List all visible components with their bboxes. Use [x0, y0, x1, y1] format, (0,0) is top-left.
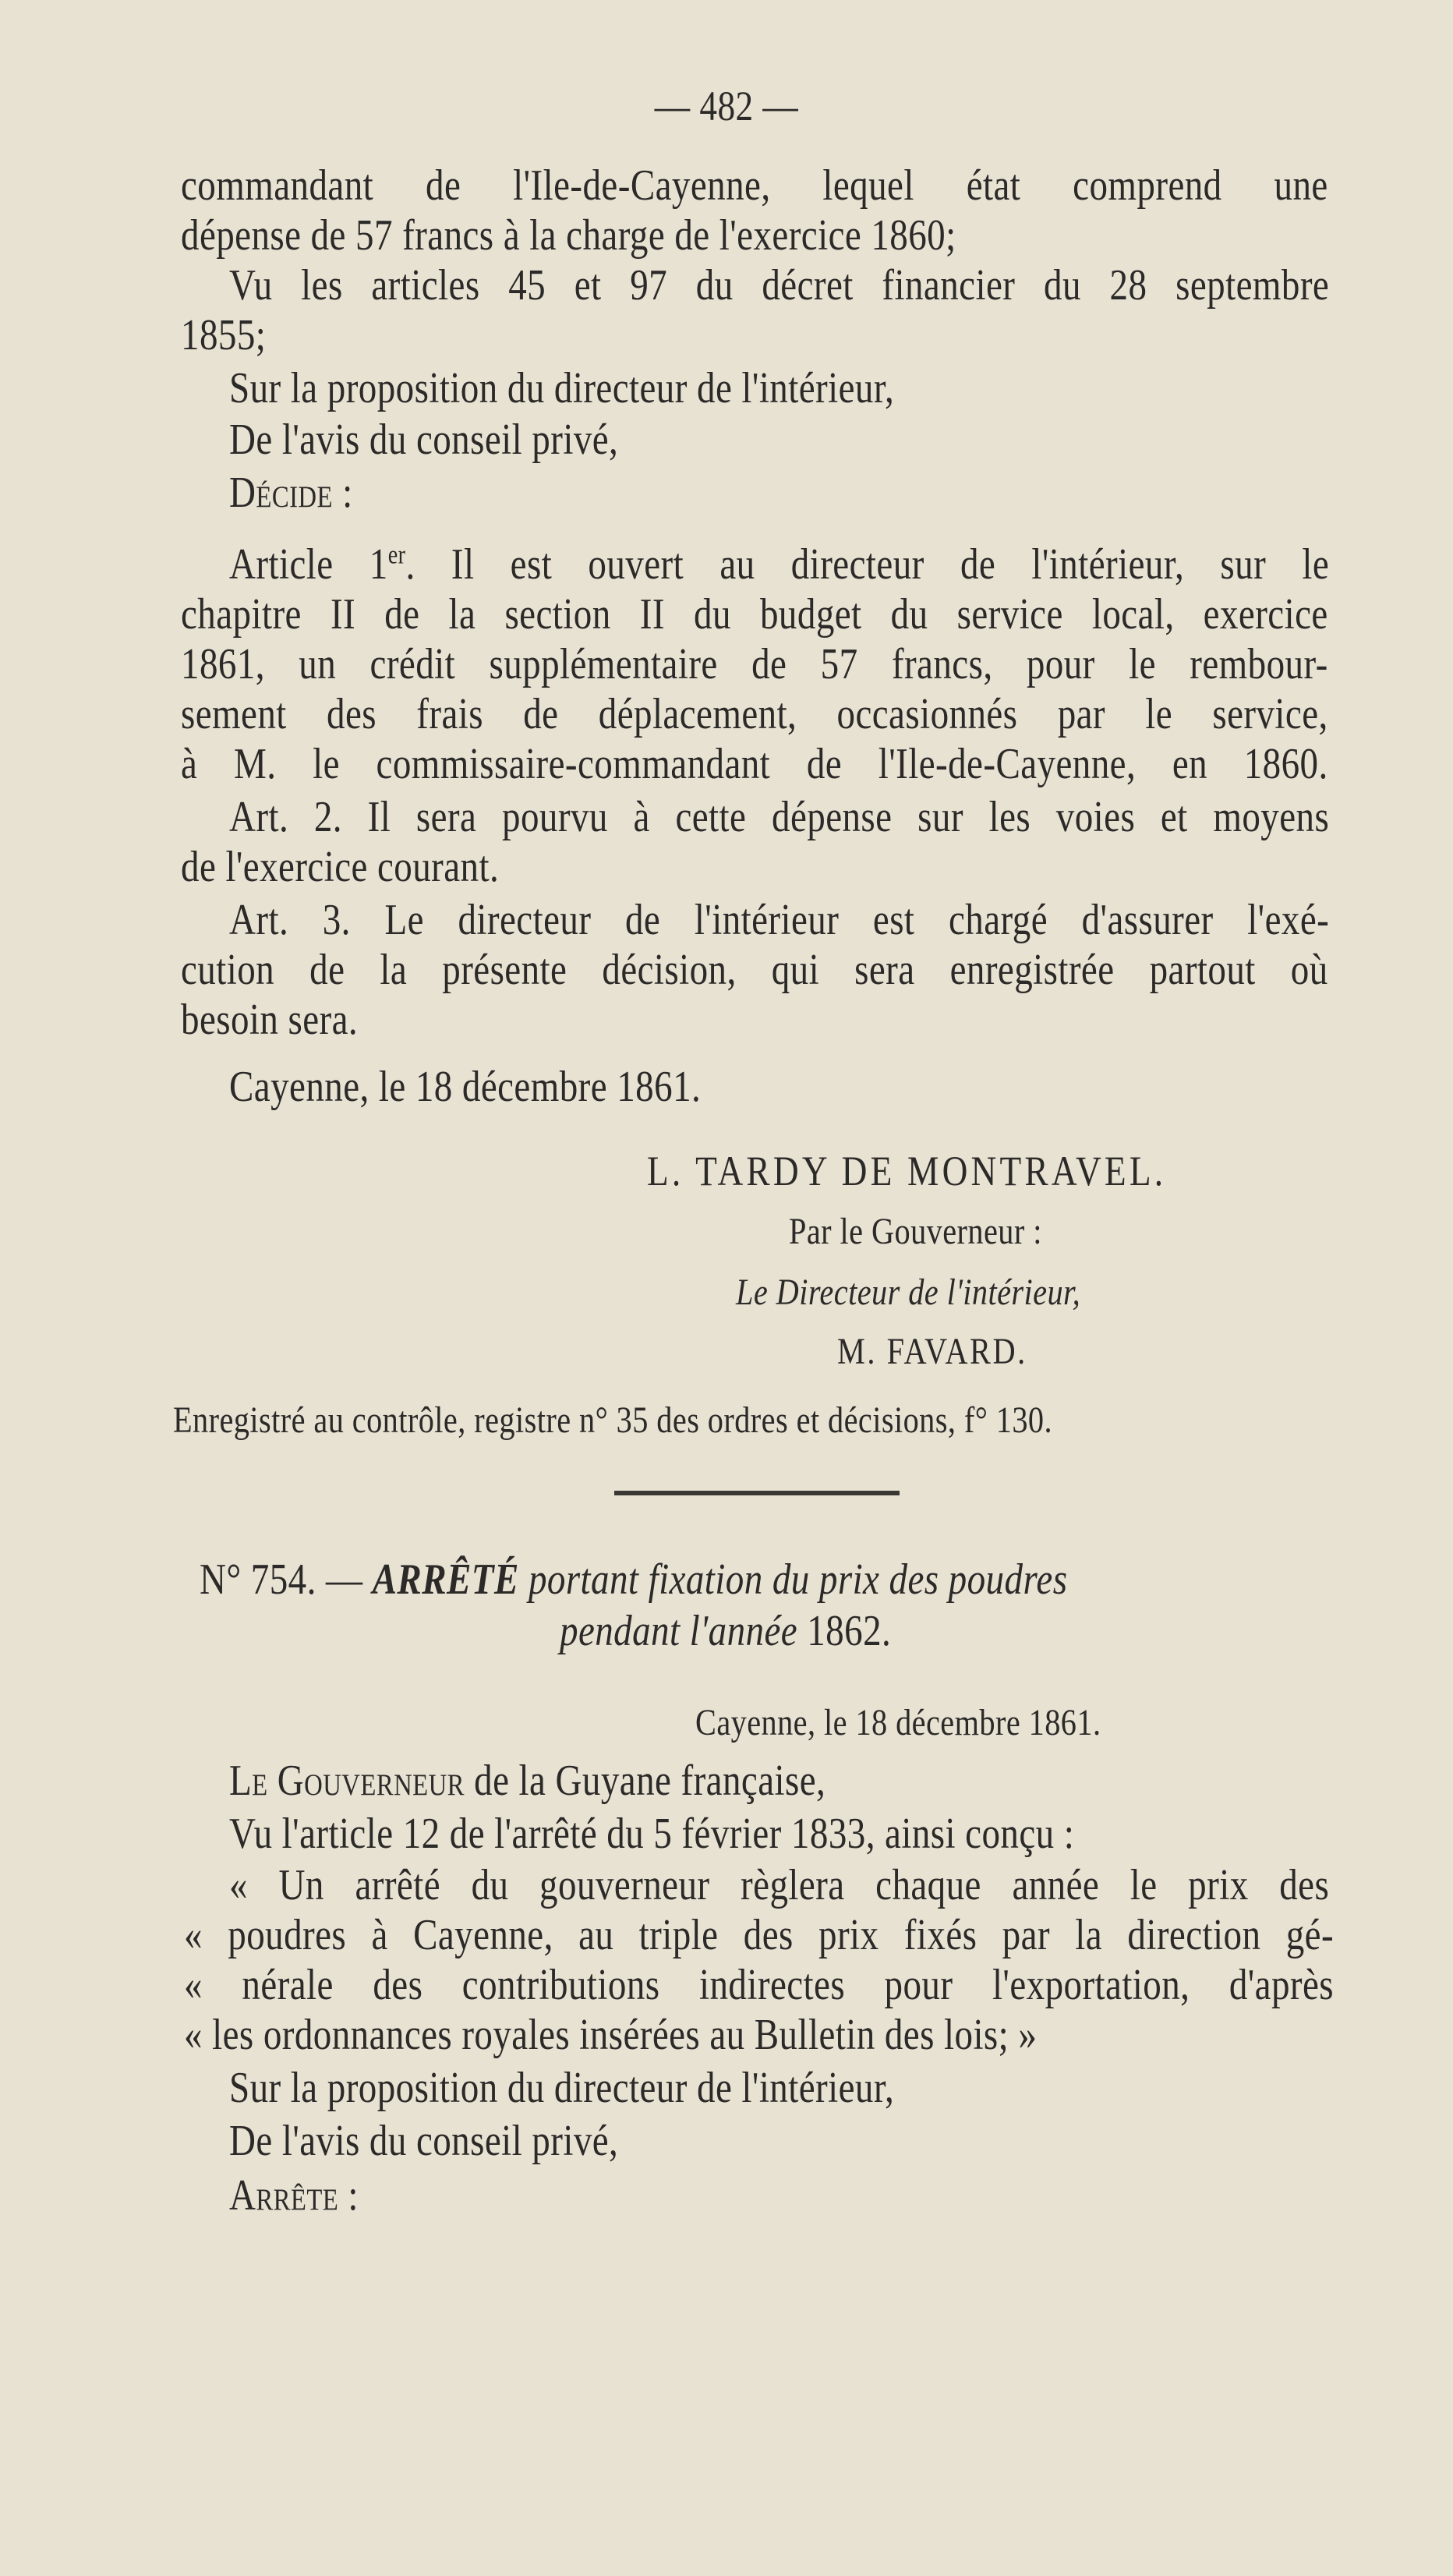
arrete-date: Cayenne, le 18 décembre 1861.: [695, 1702, 1101, 1743]
arrete-heading: Arrête :: [229, 2171, 359, 2220]
quote-line: « nérale des contributions indirectes pour l'exportation, d'après: [184, 1961, 1335, 2009]
body-line: commandant de l'Ile-de-Cayenne, lequel état comprend une: [181, 161, 1328, 210]
avis-line: De l'avis du conseil privé,: [229, 2117, 619, 2165]
article-1-text: . Il est ouvert au directeur de l'intérieur, sur le: [405, 540, 1330, 589]
arrete-title-bold: ARRÊTÉ: [372, 1555, 519, 1604]
proposition-line: Sur la proposition du directeur de l'intérieur,: [229, 2064, 895, 2112]
gouverneur-label: Le Gouverneur: [229, 1757, 465, 1805]
quote-line: « Un arrêté du gouverneur règlera chaque année le prix des: [229, 1861, 1330, 1909]
directeur-title: Le Directeur de l'intérieur,: [736, 1272, 1081, 1313]
article-2-line: Art. 2. Il sera pourvu à cette dépense sur les voies et moyens: [229, 793, 1330, 841]
gouverneur-line: [229, 1756, 1193, 1806]
body-line: Vu les articles 45 et 97 du décret financier du 28 septembre: [229, 261, 1330, 310]
body-line: 1861, un crédit supplémentaire de 57 francs, pour le rembour-: [181, 640, 1328, 688]
governor-signature: L. TARDY DE MONTRAVEL.: [647, 1148, 1167, 1194]
arrete-title-line-1: [200, 1555, 1163, 1605]
vu-line: Vu l'article 12 de l'arrêté du 5 février 1833, ainsi conçu :: [229, 1810, 1075, 1858]
body-line: besoin sera.: [181, 996, 359, 1044]
body-line: 1855;: [181, 311, 267, 359]
body-line: chapitre II de la section II du budget du service local, exercice: [181, 590, 1328, 639]
section-divider: [614, 1491, 900, 1495]
directeur-name: M. FAVARD.: [837, 1331, 1027, 1372]
date-place: Cayenne, le 18 décembre 1861.: [229, 1063, 702, 1111]
body-line: de l'exercice courant.: [181, 843, 500, 891]
body-line: à M. le commissaire-commandant de l'Ile-de-Cayenne, en 1860.: [181, 740, 1328, 788]
arrete-title-text-2: pendant l'année: [560, 1607, 798, 1655]
gouverneur-text: de la Guyane française,: [474, 1757, 826, 1805]
article-1-label: Article 1: [229, 540, 388, 589]
decide-heading: Décide :: [229, 469, 353, 517]
body-line: Sur la proposition du directeur de l'intérieur,: [229, 364, 895, 412]
article-1-superscript: er: [387, 540, 406, 570]
body-line: De l'avis du conseil privé,: [229, 416, 619, 464]
registration-note: Enregistré au contrôle, registre n° 35 des ordres et décisions, f° 130.: [173, 1399, 1052, 1441]
article-3-line: Art. 3. Le directeur de l'intérieur est chargé d'assurer l'exé-: [229, 896, 1330, 944]
body-line: sement des frais de déplacement, occasionnés par le service,: [181, 690, 1328, 738]
quote-line: « les ordonnances royales insérées au Bulletin des lois; »: [184, 2011, 1038, 2059]
body-line: cution de la présente décision, qui sera enregistrée partout où: [181, 946, 1328, 994]
arrete-title-text: portant fixation du prix des poudres: [528, 1555, 1068, 1604]
article-1-line: [229, 540, 1329, 589]
arrete-number: N° 754. —: [200, 1555, 363, 1604]
arrete-year: 1862.: [807, 1607, 892, 1655]
quote-line: « poudres à Cayenne, au triple des prix fixés par la direction gé-: [184, 1911, 1335, 1959]
body-line: dépense de 57 francs à la charge de l'exercice 1860;: [181, 211, 956, 260]
par-le-gouverneur: Par le Gouverneur :: [789, 1211, 1042, 1252]
page-number: — 482 —: [654, 83, 799, 129]
arrete-title-line-2: [560, 1606, 1214, 1656]
